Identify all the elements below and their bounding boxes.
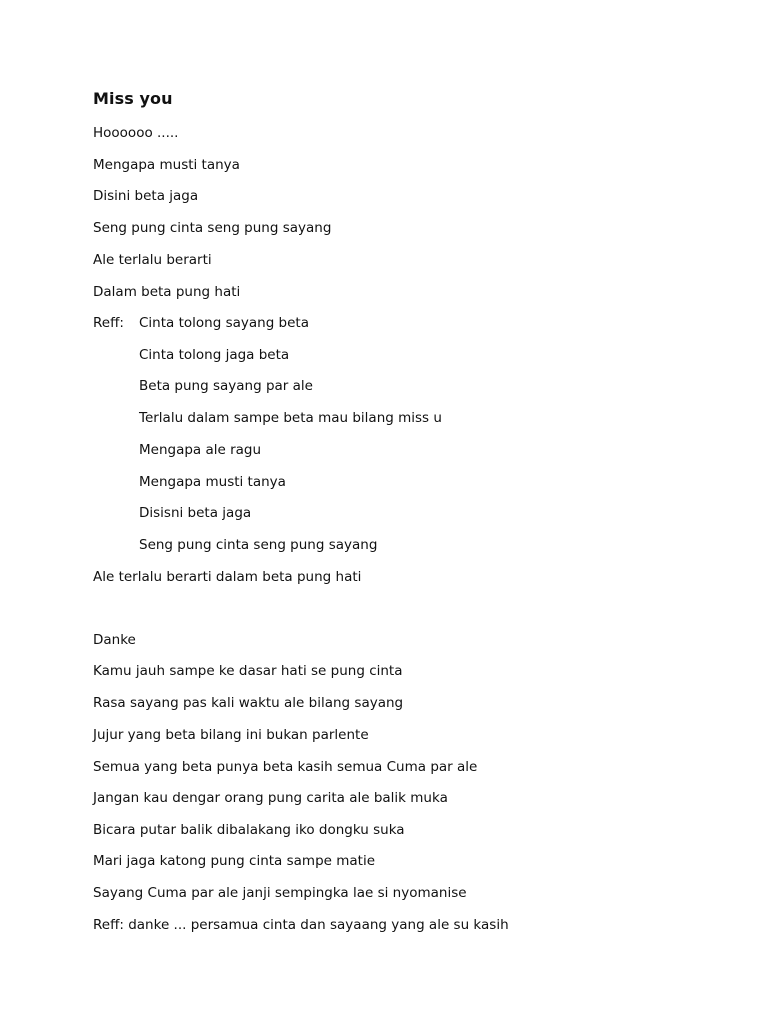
lyric-line: Bicara putar balik dibalakang iko dongku suka [93, 822, 405, 838]
lyric-line: Dalam beta pung hati [93, 284, 241, 300]
lyric-line: Hoooooo ..... [93, 125, 179, 141]
lyric-line: Terlalu dalam sampe beta mau bilang miss u [139, 410, 442, 426]
lyric-line: Kamu jauh sampe ke dasar hati se pung cinta [93, 663, 403, 679]
lyric-line: Mengapa musti tanya [139, 474, 286, 490]
lyric-line: Beta pung sayang par ale [139, 378, 313, 394]
lyric-line: Cinta tolong sayang beta [139, 315, 309, 331]
lyric-line: Disisni beta jaga [139, 505, 252, 521]
reff-label: Reff: [93, 315, 124, 331]
lyric-line: Sayang Cuma par ale janji sempingka lae si nyomanise [93, 885, 467, 901]
lyric-line: Jujur yang beta bilang ini bukan parlente [93, 727, 369, 743]
song-title: Miss you [93, 89, 173, 108]
lyric-line: Ale terlalu berarti [93, 252, 212, 268]
lyric-line: Danke [93, 632, 136, 648]
lyric-line: Ale terlalu berarti dalam beta pung hati [93, 569, 362, 585]
lyric-line: Seng pung cinta seng pung sayang [93, 220, 332, 236]
lyric-line: Seng pung cinta seng pung sayang [139, 537, 378, 553]
lyric-line: Rasa sayang pas kali waktu ale bilang sayang [93, 695, 404, 711]
lyric-line: Mari jaga katong pung cinta sampe matie [93, 853, 376, 869]
lyric-line: Mengapa ale ragu [139, 442, 262, 458]
lyric-line: Mengapa musti tanya [93, 157, 240, 173]
lyric-line: Jangan kau dengar orang pung carita ale balik muka [93, 790, 448, 806]
lyric-line: Disini beta jaga [93, 188, 199, 204]
lyric-line: Reff: danke ... persamua cinta dan sayaang yang ale su kasih [93, 917, 509, 933]
reff-first-line [93, 314, 309, 332]
lyric-line: Semua yang beta punya beta kasih semua Cuma par ale [93, 759, 478, 775]
lyric-line: Cinta tolong jaga beta [139, 347, 290, 363]
